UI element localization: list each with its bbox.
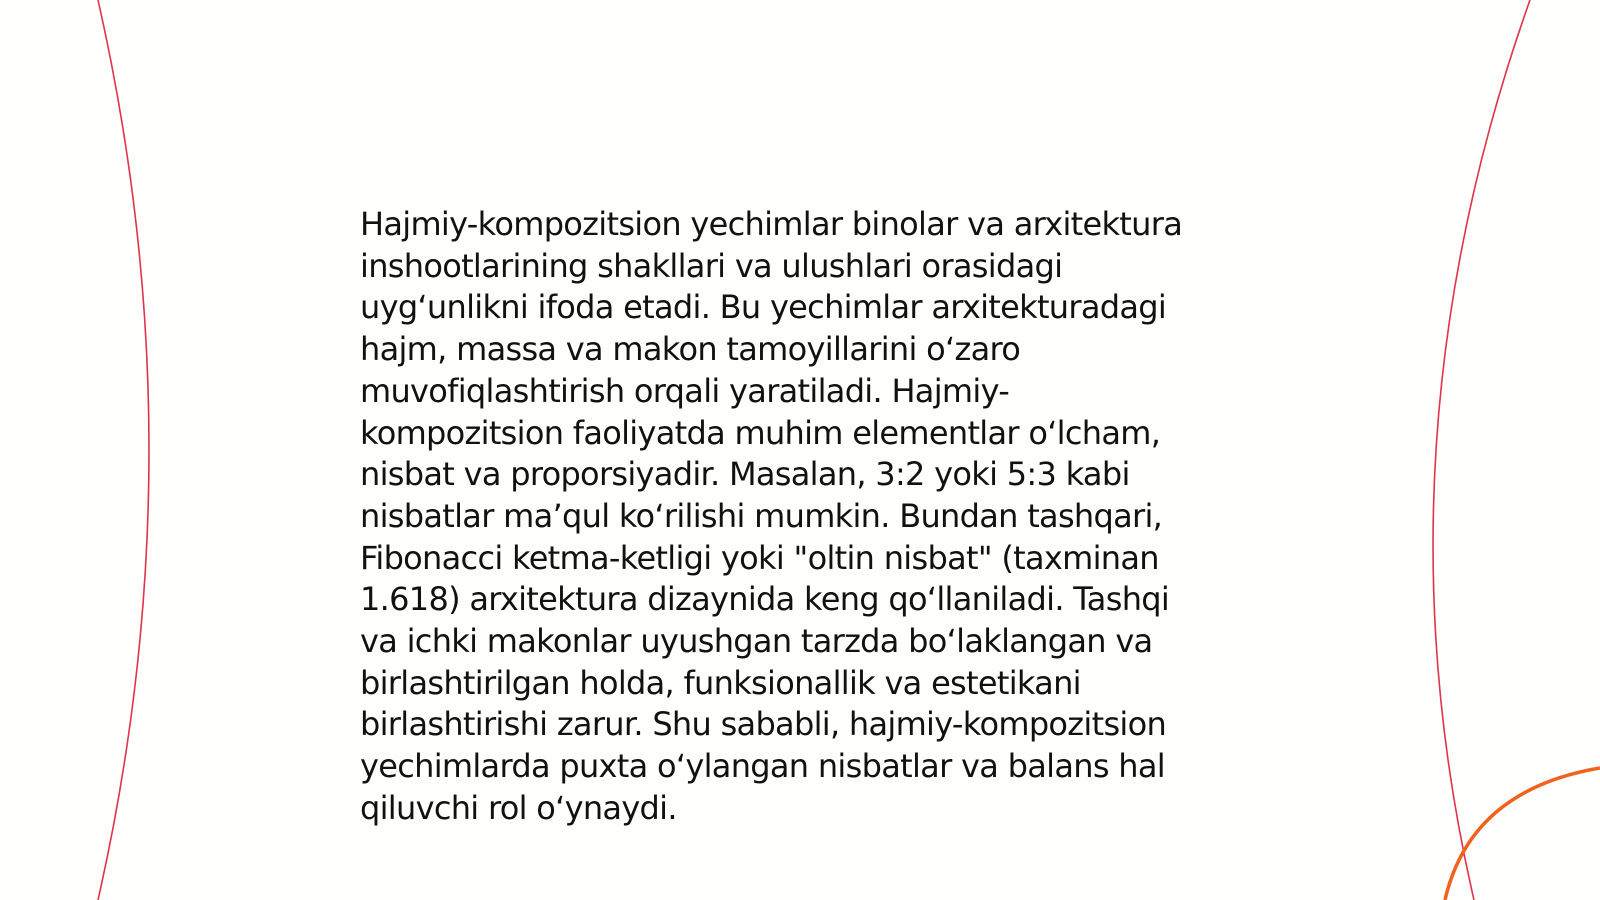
slide-body-text: Hajmiy-kompozitsion yechimlar binolar va arxitektura inshootlarining shakllari va ulushlari orasidagi uyg‘unlikni ifoda etadi. Bu yechimlar arxitekturadagi hajm, massa va makon tamoyillarini o‘zaro muvofiqlashtirish orqali yaratiladi. Hajmiy- kompozitsion faoliyatda muhim elementlar o‘lcham, nisbat va proporsiyadir. Masalan, 3:2 yoki 5:3 kabi nisbatlar ma’qul ko‘rilishi mumkin. Bundan tashqari, Fibonacci ketma-ketligi yoki "oltin nisbat" (taxminan 1.618) arxitektura dizaynida keng qo‘llaniladi. Tashqi va ichki makonlar uyushgan tarzda bo‘laklangan va birlashtirilgan holda, funksionallik va estetikani birlashtirishi zarur. Shu sababli, hajmiy-kompozitsion yechimlarda puxta o‘ylangan nisbatlar va balans hal qiluvchi rol o‘ynaydi.: [360, 205, 1183, 827]
bottom-right-orange-arc: [1445, 768, 1600, 900]
right-curve-line: [1433, 0, 1530, 900]
left-curve-line: [98, 0, 149, 900]
